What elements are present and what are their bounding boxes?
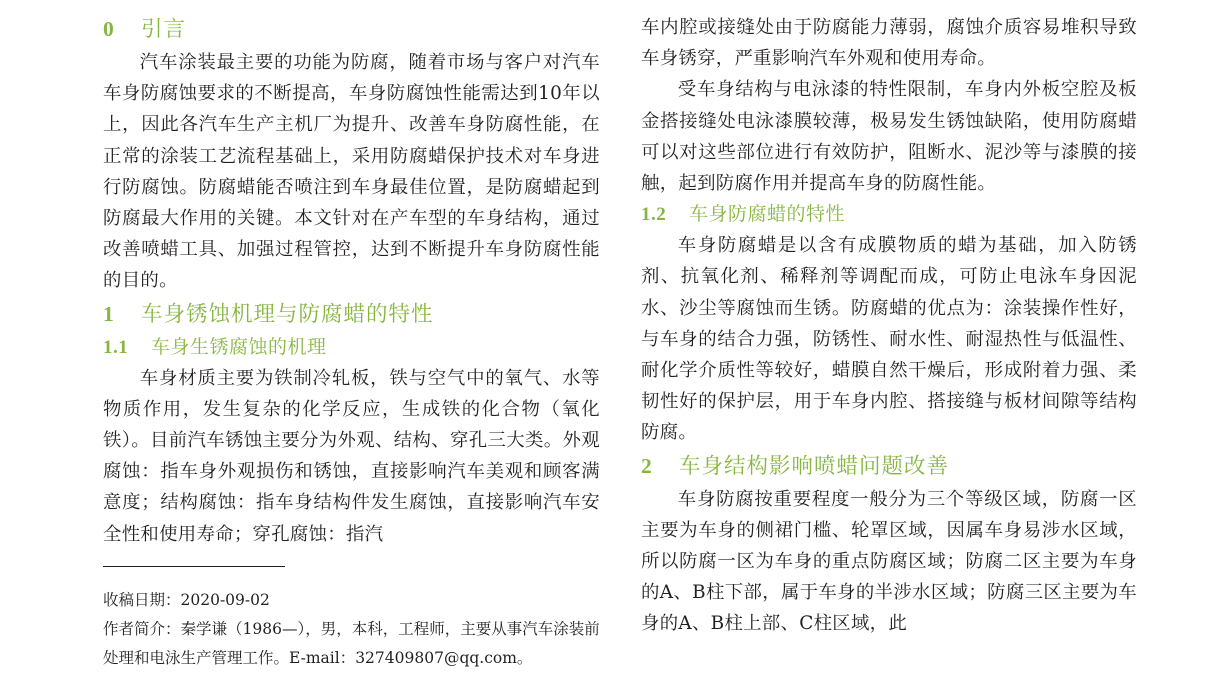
section-number: 2 — [641, 453, 653, 478]
subsection-number: 1.1 — [103, 336, 129, 358]
structure-limit-paragraph: 受车身结构与电泳漆的特性限制，车身内外板空腔及板金搭接缝处电泳漆膜较薄，极易发生锈蚀缺陷，使用防腐蜡可以对这些部位进行有效防护，阻断水、泥沙等与漆膜的接触，起到防腐作用并提高车身的防腐性能。 — [641, 79, 1137, 195]
section-heading-2 — [641, 449, 1137, 484]
subsection-heading-1-2 — [641, 199, 1137, 230]
protection-zones-paragraph: 车身防腐按重要程度一般分为三个等级区域，防腐一区主要为车身的侧裙门槛、轮罩区域，因属车身易涉水区域，所以防腐一区为车身的重点防腐区域；防腐二区主要为车身的A、B柱下部，属于车身的半涉水区域；防腐三区主要为车身的A、B柱上部、C柱区域，此 — [641, 488, 1137, 635]
footnotes — [103, 586, 603, 673]
continued-paragraph: 车内腔或接缝处由于防腐能力薄弱，腐蚀介质容易堆积导致车身锈穿，严重影响汽车外观和使用寿命。 — [641, 17, 1137, 70]
section-number: 1 — [103, 301, 115, 326]
section-title: 引言 — [141, 17, 187, 42]
received-date: 收稿日期：2020-09-02 — [103, 591, 270, 609]
wax-properties-paragraph: 车身防腐蜡是以含有成膜物质的蜡为基础，加入防锈剂、抗氧化剂、稀释剂等调配而成，可防止电泳车身因泥水、沙尘等腐蚀而生锈。防腐蜡的优点为：涂装操作性好，与车身的结合力强，防锈性、耐水性、耐湿热性与低温性、耐化学介质性等较好，蜡膜自然干燥后，形成附着力强、柔韧性好的保护层，用于车身内腔、搭接缝与板材间隙等结构防腐。 — [641, 235, 1137, 444]
footnote-divider — [103, 566, 285, 567]
subsection-number: 1.2 — [641, 204, 667, 226]
subsection-heading-1-1 — [103, 332, 600, 363]
introduction-paragraph: 汽车涂装最主要的功能为防腐，随着市场与客户对汽车车身防腐蚀要求的不断提高，车身防腐蚀性能需达到10年以上，因此各汽车生产主机厂为提升、改善车身防腐性能，在正常的涂装工艺流程基础上，采用防腐蜡保护技术对车身进行防腐蚀。防腐蜡能否喷注到车身最佳位置，是防腐蜡起到防腐最大作用的关键。本文针对在产车型的车身结构，通过改善喷蜡工具、加强过程管控，达到不断提升车身防腐性能的目的。 — [103, 52, 600, 292]
corrosion-mechanism-paragraph: 车身材质主要为铁制冷轧板，铁与空气中的氧气、水等物质作用，发生复杂的化学反应，生成铁的化合物（氧化铁）。目前汽车锈蚀主要分为外观、结构、穿孔三大类。外观腐蚀：指车身外观损伤和锈蚀，直接影响汽车美观和顾客满意度；结构腐蚀：指车身结构件发生腐蚀，直接影响汽车安全性和使用寿命；穿孔腐蚀：指汽 — [103, 367, 600, 545]
subsection-title: 车身生锈腐蚀的机理 — [151, 335, 327, 358]
right-column — [641, 12, 1137, 640]
section-title: 车身结构影响喷蜡问题改善 — [679, 453, 950, 479]
subsection-title: 车身防腐蜡的特性 — [689, 203, 846, 226]
section-title: 车身锈蚀机理与防腐蜡的特性 — [141, 301, 434, 327]
author-bio: 作者简介：秦学谦（1986—），男，本科，工程师，主要从事汽车涂装前处理和电泳生产管理工作。E-mail：327409807@qq.com。 — [103, 620, 600, 667]
section-heading-1 — [103, 297, 600, 332]
section-heading-introduction — [103, 12, 600, 47]
section-number: 0 — [103, 17, 115, 41]
left-column — [103, 12, 600, 550]
